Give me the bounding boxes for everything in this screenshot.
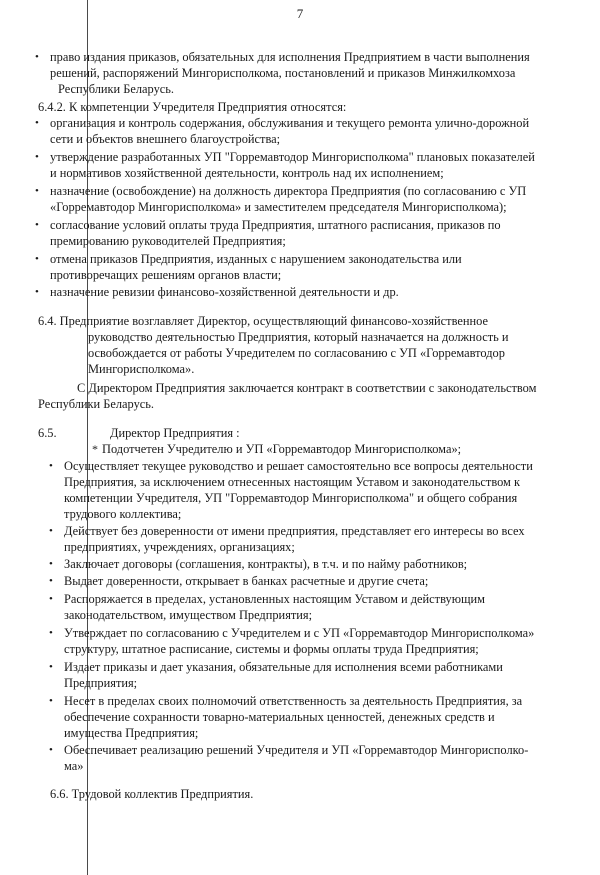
text-line: 6.6. Трудовой коллектив Предприятия. xyxy=(50,787,254,801)
text-line: Выдает доверенности, открывает в банках расчетные и другие счета; xyxy=(64,574,429,588)
text-line: отмена приказов Предприятия, изданных с нарушением законодательства или xyxy=(50,252,462,266)
bullet-icon: • xyxy=(35,219,39,231)
text-line: Заключает договоры (соглашения, контракты), в т.ч. и по найму работников; xyxy=(64,557,468,571)
text-line: компетенции Учредителя, УП "Горремавтодор Мингорисполкома" и общего собрания xyxy=(64,491,518,505)
text-line: Директор Предприятия : xyxy=(110,426,240,440)
text-line: руководство деятельностью Предприятия, который назначается на должность и xyxy=(88,330,509,344)
text-line: решений, распоряжений Мингорисполкома, постановлений и приказов Минжилкомхоза xyxy=(50,66,516,80)
text-line: право издания приказов, обязательных для исполнения Предприятием в части выполнения xyxy=(50,50,530,64)
bullet-icon: • xyxy=(35,185,39,197)
text-line: трудового коллектива; xyxy=(64,507,182,521)
text-line: Подотчетен Учредителю и УП «Горремавтодор Мингорисполкома»; xyxy=(102,442,462,456)
text-line: утверждение разработанных УП "Горремавтодор Мингорисполкома" плановых показателей xyxy=(50,150,535,164)
text-line: С Директором Предприятия заключается контракт в соответствии с законодательством xyxy=(77,381,537,395)
bullet-icon: • xyxy=(35,286,39,298)
asterisk-icon: * xyxy=(92,442,98,456)
text-line: назначение (освобождение) на должность директора Предприятия (по согласованию с УП xyxy=(50,184,527,198)
text-line: Предприятия, за исключением отнесенных настоящим Уставом и законодательством к xyxy=(64,475,521,489)
bullet-icon: • xyxy=(35,253,39,265)
text-line: Несет в пределах своих полномочий ответственность за деятельность Предприятия, за xyxy=(64,694,523,708)
bullet-icon: • xyxy=(49,575,53,587)
text-line: «Горремавтодор Мингорисполкома» и заместителем председателя Мингорисполкома); xyxy=(50,200,507,214)
text-line: Республики Беларусь. xyxy=(38,397,155,411)
text-line: 6.4. Предприятие возглавляет Директор, осуществляющий финансово-хозяйственное xyxy=(38,314,488,328)
bullet-icon: • xyxy=(49,525,53,537)
text-line: Издает приказы и дает указания, обязательные для исполнения всеми работниками xyxy=(64,660,503,674)
text-line: согласование условий оплаты труда Предприятия, штатного расписания, приказов по xyxy=(50,218,501,232)
text-line: Мингорисполкома». xyxy=(88,362,195,376)
text-line: назначение ревизии финансово-хозяйственной деятельности и др. xyxy=(50,285,399,299)
text-line: структуру, штатное расписание, системы и формы оплаты труда Предприятия; xyxy=(64,642,479,656)
bullet-icon: • xyxy=(49,593,53,605)
bullet-icon: • xyxy=(49,627,53,639)
text-line: ма» xyxy=(64,759,84,773)
text-line: премированию руководителей Предприятия; xyxy=(50,234,286,248)
text-line: Распоряжается в пределах, установленных настоящим Уставом и действующим xyxy=(64,592,485,606)
bullet-icon: • xyxy=(35,117,39,129)
text-line: обеспечение сохранности товарно-материальных ценностей, денежных средств и xyxy=(64,710,495,724)
text-line: 6.5. xyxy=(38,426,57,440)
text-line: освобождается от работы Учредителем по согласованию с УП «Горремавтодор xyxy=(88,346,505,360)
text-line: Действует без доверенности от имени предприятия, представляет его интересы во всех xyxy=(64,524,525,538)
bullet-icon: • xyxy=(49,695,53,707)
bullet-icon: • xyxy=(49,744,53,756)
bullet-icon: • xyxy=(49,460,53,472)
text-line: сети и объектов внешнего благоустройства; xyxy=(50,132,281,146)
text-line: Обеспечивает реализацию решений Учредителя и УП «Горремавтодор Мингорисполко- xyxy=(64,743,529,757)
text-line: организация и контроль содержания, обслуживания и текущего ремонта улично-дорожной xyxy=(50,116,530,130)
bullet-icon: • xyxy=(35,51,39,63)
text-line: законодательством, имуществом Предприятия; xyxy=(64,608,313,622)
text-line: предприятиях, учреждениях, организациях; xyxy=(64,540,295,554)
text-line: и нормативов хозяйственной деятельности, контроль над их исполнением; xyxy=(50,166,444,180)
text-line: Предприятия; xyxy=(64,676,138,690)
text-line: противоречащих решениям органов власти; xyxy=(50,268,282,282)
bullet-icon: • xyxy=(49,661,53,673)
text-line: Осуществляет текущее руководство и решает самостоятельно все вопросы деятельности xyxy=(64,459,533,473)
page-number: 7 xyxy=(296,6,304,21)
text-line: 6.4.2. К компетенции Учредителя Предприятия относятся: xyxy=(38,100,347,114)
bullet-icon: • xyxy=(49,558,53,570)
bullet-icon: • xyxy=(35,151,39,163)
text-line: Республики Беларусь. xyxy=(58,82,175,96)
text-line: Утверждает по согласованию с Учредителем и с УП «Горремавтодор Мингорисполкома» xyxy=(64,626,535,640)
text-line: имущества Предприятия; xyxy=(64,726,199,740)
